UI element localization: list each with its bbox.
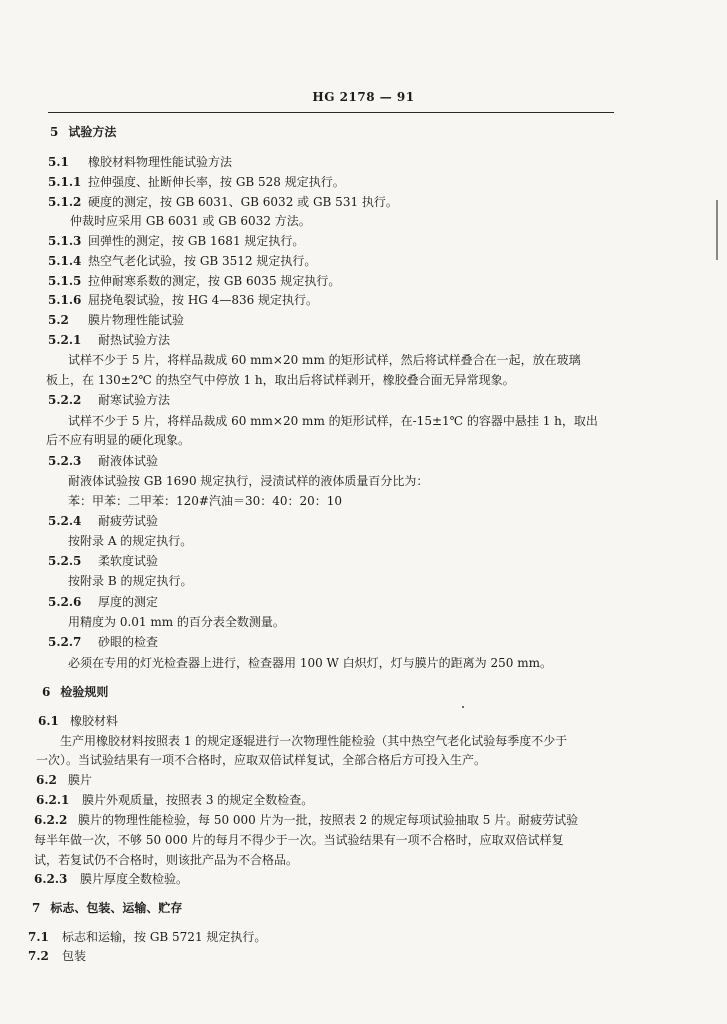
clause-text: 耐热试验方法 (98, 333, 171, 347)
clause-number: 5.2.6 (48, 595, 82, 609)
clause-number: 5.2.1 (48, 333, 82, 347)
para-5-2-2-line2: 后不应有明显的硬化现象。 (46, 433, 191, 447)
para-5-2-3-ratio: 苯：甲苯：二甲苯：120#汽油＝30：40：20：10 (68, 494, 343, 508)
para-6-1-line2: 一次）。当试验结果有一项不合格时，应取双倍试样复试，全部合格后方可投入生产。 (36, 753, 487, 767)
header-rule (48, 112, 614, 113)
clause-text: 橡胶材料物理性能试验方法 (88, 155, 233, 169)
clause-5-2-3 (48, 453, 158, 469)
page-header: HG 2178 — 91 (312, 90, 415, 104)
section-5-heading (50, 124, 116, 140)
clause-number: 5.2 (48, 313, 69, 327)
clause-6-2-2 (34, 812, 578, 828)
clause-number: 6.2 (36, 773, 57, 787)
section-title: 检验规则 (60, 685, 109, 699)
clause-number: 7.2 (28, 949, 49, 963)
clause-number: 5.1.3 (48, 234, 82, 248)
para-5-2-5: 按附录 B 的规定执行。 (68, 574, 193, 588)
clause-5-2-6 (48, 594, 158, 610)
para-5-2-2-line1: 试样不少于 5 片，将样品裁成 60 mm×20 mm 的矩形试样，在-15±1℃ 的容器中悬挂 1 h，取出 (68, 414, 598, 428)
section-title: 试验方法 (68, 125, 117, 139)
clause-number: 6.2.2 (34, 813, 68, 827)
clause-number: 7.1 (28, 930, 49, 944)
section-number: 6 (42, 685, 51, 699)
scan-edge-mark (716, 200, 718, 260)
clause-text: 膜片外观质量，按照表 3 的规定全数检查。 (82, 793, 314, 807)
para-6-2-2-line3: 试，若复试仍不合格时，则该批产品为不合格品。 (34, 853, 299, 867)
clause-text: 硬度的测定，按 GB 6031、GB 6032 或 GB 531 执行。 (88, 195, 398, 209)
clause-number: 5.1 (48, 155, 69, 169)
clause-number: 6.1 (38, 714, 59, 728)
clause-text: 膜片厚度全数检验。 (80, 872, 189, 886)
clause-text: 膜片的物理性能检验，每 50 000 片为一批，按照表 2 的规定每项试验抽取 5 片。耐疲劳试验 (78, 813, 579, 827)
clause-number: 5.2.5 (48, 554, 82, 568)
para-5-2-6: 用精度为 0.01 mm 的百分表全数测量。 (68, 615, 285, 629)
clause-number: 5.2.3 (48, 454, 82, 468)
clause-text: 回弹性的测定，按 GB 1681 规定执行。 (88, 234, 305, 248)
clause-5-1-2 (48, 194, 398, 210)
clause-5-2-1 (48, 332, 170, 348)
clause-5-2-7 (48, 634, 158, 650)
section-title: 标志、包装、运输、贮存 (50, 901, 183, 915)
clause-5-1 (48, 154, 232, 170)
clause-text: 屈挠龟裂试验，按 HG 4—836 规定执行。 (88, 293, 319, 307)
section-number: 7 (32, 901, 41, 915)
para-5-2-1-line2: 板上，在 130±2℃ 的热空气中停放 1 h，取出后将试样剥开，橡胶叠合面无异常现象。 (46, 373, 515, 387)
clause-text: 标志和运输，按 GB 5721 规定执行。 (62, 930, 267, 944)
clause-text: 包装 (62, 949, 87, 963)
clause-text: 热空气老化试验，按 GB 3512 规定执行。 (88, 254, 317, 268)
clause-number: 5.1.1 (48, 175, 82, 189)
clause-6-2 (36, 772, 92, 788)
clause-number: 5.2.7 (48, 635, 82, 649)
para-6-2-2-line2: 每半年做一次，不够 50 000 片的每月不得少于一次。当试验结果有一项不合格时，应取双倍试样复 (34, 833, 564, 847)
clause-text: 拉伸耐寒系数的测定，按 GB 6035 规定执行。 (88, 274, 341, 288)
clause-5-1-4 (48, 253, 316, 269)
clause-text: 膜片 (68, 773, 93, 787)
clause-6-2-3 (34, 871, 188, 887)
clause-text: 耐寒试验方法 (98, 393, 171, 407)
para-5-2-3-line1: 耐液体试验按 GB 1690 规定执行，浸渍试样的液体质量百分比为： (68, 474, 429, 488)
clause-5-2 (48, 312, 184, 328)
clause-text: 橡胶材料 (70, 714, 119, 728)
clause-text: 耐液体试验 (98, 454, 159, 468)
clause-number: 5.1.5 (48, 274, 82, 288)
clause-6-1 (38, 713, 118, 729)
clause-text: 膜片物理性能试验 (88, 313, 185, 327)
clause-7-1 (28, 929, 266, 945)
clause-5-2-2 (48, 392, 170, 408)
clause-7-2 (28, 948, 86, 964)
para-5-2-1-line1: 试样不少于 5 片，将样品裁成 60 mm×20 mm 的矩形试样，然后将试样叠合在一起，放在玻璃 (68, 353, 581, 367)
clause-5-1-2-cont: 仲裁时应采用 GB 6031 或 GB 6032 方法。 (70, 214, 311, 228)
clause-5-1-1 (48, 174, 345, 190)
clause-text: 耐疲劳试验 (98, 514, 159, 528)
clause-number: 6.2.1 (36, 793, 70, 807)
section-number: 5 (50, 125, 59, 139)
clause-text: 柔软度试验 (98, 554, 159, 568)
clause-6-2-1 (36, 792, 313, 808)
clause-5-2-4 (48, 513, 158, 529)
clause-number: 5.1.2 (48, 195, 82, 209)
para-6-1-line1: 生产用橡胶材料按照表 1 的规定逐辊进行一次物理性能检验（其中热空气老化试验每季度不少于 (60, 734, 568, 748)
section-7-heading (32, 900, 182, 916)
clause-5-1-3 (48, 233, 304, 249)
clause-number: 5.2.4 (48, 514, 82, 528)
scan-speck (462, 706, 464, 708)
clause-text: 厚度的测定 (98, 595, 159, 609)
clause-text: 砂眼的检查 (98, 635, 159, 649)
clause-5-1-5 (48, 273, 340, 289)
clause-5-2-5 (48, 553, 158, 569)
clause-number: 5.1.4 (48, 254, 82, 268)
para-5-2-4: 按附录 A 的规定执行。 (68, 534, 193, 548)
clause-number: 5.2.2 (48, 393, 82, 407)
para-5-2-7: 必须在专用的灯光检查器上进行，检查器用 100 W 白炽灯，灯与膜片的距离为 250 mm。 (68, 656, 552, 670)
clause-number: 5.1.6 (48, 293, 82, 307)
clause-5-1-6 (48, 292, 318, 308)
clause-text: 拉伸强度、扯断伸长率，按 GB 528 规定执行。 (88, 175, 345, 189)
section-6-heading (42, 684, 108, 700)
clause-number: 6.2.3 (34, 872, 68, 886)
